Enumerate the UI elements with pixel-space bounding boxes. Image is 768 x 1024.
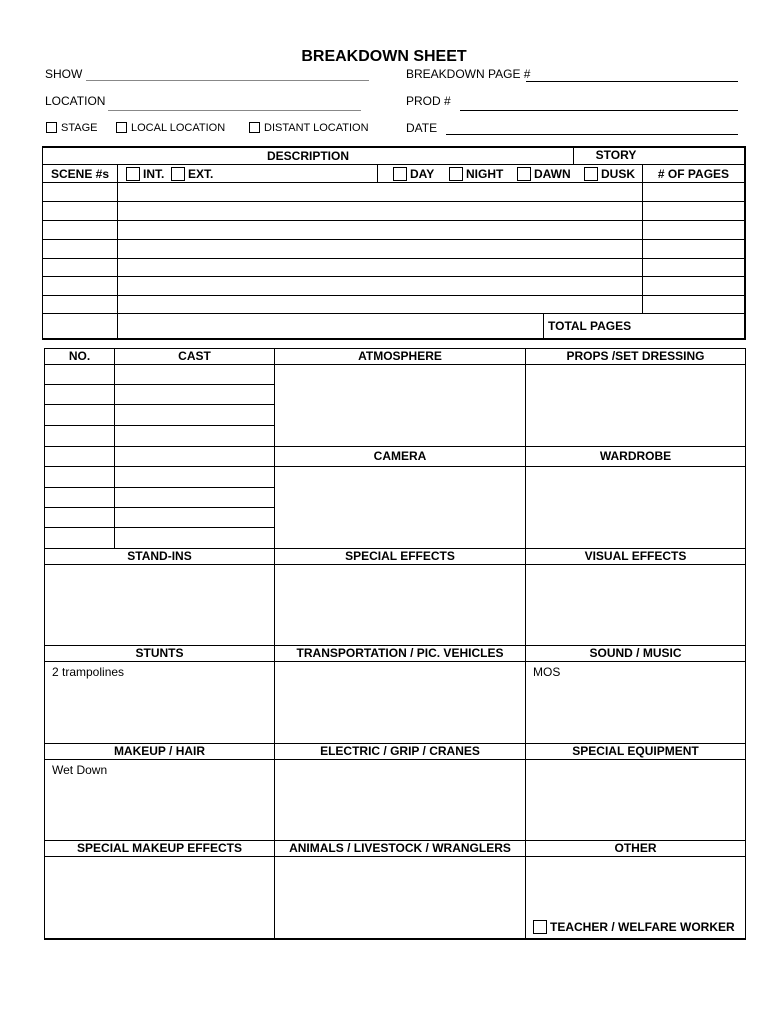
prod-label: PROD # xyxy=(406,94,451,108)
dusk-checkbox[interactable] xyxy=(584,167,598,181)
stage-label: STAGE xyxy=(61,122,98,134)
camera-header: CAMERA xyxy=(373,449,427,463)
dawn-checkbox[interactable] xyxy=(517,167,531,181)
ext-label: EXT. xyxy=(188,167,214,181)
special-effects-header: SPECIAL EFFECTS xyxy=(345,549,455,563)
story-header: STORY xyxy=(595,148,637,162)
date-field[interactable] xyxy=(446,134,738,135)
dusk-label: DUSK xyxy=(601,167,636,181)
local-location-label: LOCAL LOCATION xyxy=(131,122,226,134)
show-label: SHOW xyxy=(45,67,83,81)
teacher-checkbox[interactable] xyxy=(533,920,547,934)
prod-field[interactable] xyxy=(460,110,738,111)
breakdown-page-field[interactable] xyxy=(526,81,738,82)
breakdown-page-label: BREAKDOWN PAGE # xyxy=(406,67,531,81)
dawn-label: DAWN xyxy=(534,167,571,181)
props-header: PROPS /SET DRESSING xyxy=(566,349,705,363)
night-checkbox[interactable] xyxy=(449,167,463,181)
stand-ins-header: STAND-INS xyxy=(127,549,192,563)
atmosphere-header: ATMOSPHERE xyxy=(358,349,442,363)
int-checkbox[interactable] xyxy=(126,167,140,181)
makeup-hair-value[interactable]: Wet Down xyxy=(52,763,108,777)
date-label: DATE xyxy=(406,121,438,135)
wardrobe-header: WARDROBE xyxy=(599,449,672,463)
special-equipment-header: SPECIAL EQUIPMENT xyxy=(572,744,699,758)
stage-checkbox[interactable] xyxy=(46,122,57,133)
page-title: BREAKDOWN SHEET xyxy=(301,48,467,65)
special-makeup-header: SPECIAL MAKEUP EFFECTS xyxy=(77,841,242,855)
location-label: LOCATION xyxy=(45,94,106,108)
local-location-checkbox[interactable] xyxy=(116,122,127,133)
cast-header: CAST xyxy=(178,349,211,363)
distant-location-checkbox[interactable] xyxy=(249,122,260,133)
sound-music-header: SOUND / MUSIC xyxy=(589,646,682,660)
stunts-value[interactable]: 2 trampolines xyxy=(52,665,125,679)
location-field[interactable] xyxy=(108,110,361,111)
other-header: OTHER xyxy=(614,841,657,855)
sound-music-value[interactable]: MOS xyxy=(533,665,561,679)
transportation-header: TRANSPORTATION / PIC. VEHICLES xyxy=(296,646,504,660)
visual-effects-header: VISUAL EFFECTS xyxy=(584,549,687,563)
int-label: INT. xyxy=(143,167,165,181)
day-label: DAY xyxy=(410,167,435,181)
night-label: NIGHT xyxy=(466,167,504,181)
electric-grip-header: ELECTRIC / GRIP / CRANES xyxy=(320,744,480,758)
scene-number-header: SCENE #s xyxy=(50,167,110,181)
show-field[interactable] xyxy=(86,80,369,81)
ext-checkbox[interactable] xyxy=(171,167,185,181)
pages-header: # OF PAGES xyxy=(657,167,730,181)
day-checkbox[interactable] xyxy=(393,167,407,181)
total-pages-label: TOTAL PAGES xyxy=(548,319,632,333)
animals-header: ANIMALS / LIVESTOCK / WRANGLERS xyxy=(289,841,511,855)
distant-location-label: DISTANT LOCATION xyxy=(264,122,369,134)
cast-no-header: NO. xyxy=(68,349,91,363)
description-header: DESCRIPTION xyxy=(266,149,349,163)
stunts-header: STUNTS xyxy=(135,646,184,660)
teacher-label: TEACHER / WELFARE WORKER xyxy=(550,920,735,934)
makeup-hair-header: MAKEUP / HAIR xyxy=(113,744,206,758)
